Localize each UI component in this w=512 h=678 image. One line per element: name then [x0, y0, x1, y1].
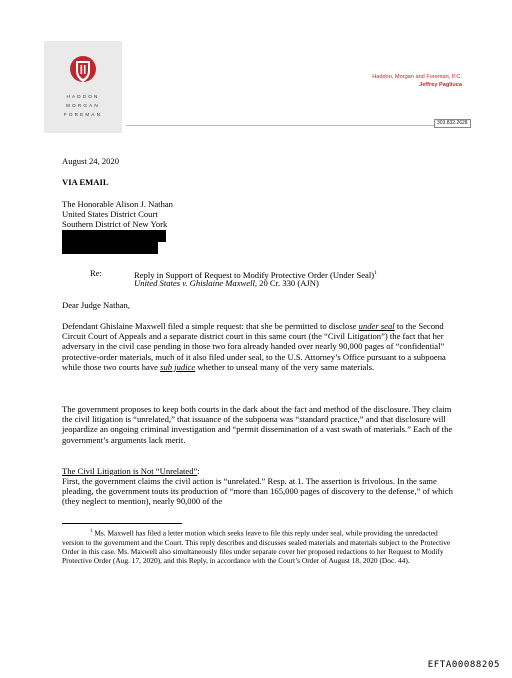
firm-name: Haddon, Morgan and Foreman, P.C.: [372, 74, 462, 80]
bates-number: EFTA00088205: [427, 660, 500, 670]
letterhead-rule: [126, 125, 435, 126]
shield-logo-icon: [68, 54, 98, 88]
logo-name-line-1: HADDON: [66, 94, 100, 99]
firm-contact: [372, 73, 462, 89]
delivery-method: VIA EMAIL: [62, 177, 109, 187]
paragraph-1: [62, 321, 458, 372]
redaction-block: [62, 230, 166, 242]
paragraph-2: The government proposes to keep both courts in the dark about the fact and method of the disclosure. They claim the civil litigation is “unrelated,” that issuance of the subpoena was “standard practice,” and that disclosure will jeopardize an ongoing criminal investigation and “permit dissemination of a vast swath of materials.” Each of the government’s arguments lack merit.: [62, 404, 453, 445]
salutation: Dear Judge Nathan,: [62, 300, 131, 310]
p1-text-c: to the Second Circuit Court of Appeals and a separate district court in this same court (the “Civil Litigation”) the fact that her adversary in the civil case pending in those two fora already handed over nearly 90,000 pages of “confidential” protective-order materials, much of it also filed under seal, to the U.S. Attorney’s Office pursuant to a subpoena while those two courts have: [62, 321, 446, 372]
phone-number: 303.832.2628: [434, 119, 471, 128]
p1-emphasis-sub-judice: sub judice: [160, 361, 196, 372]
section-heading: [62, 466, 462, 476]
logo-name-line-2: MORGAN: [66, 103, 100, 108]
letter-date: August 24, 2020: [62, 156, 120, 166]
p1-text-e: whether to unseal many of the very same materials.: [195, 361, 375, 372]
redaction-block: [62, 242, 158, 254]
re-footnote-mark: 1: [374, 270, 377, 276]
footnote-rule: [62, 523, 182, 524]
section-heading-colon: :: [197, 466, 200, 476]
footnote-1: [62, 527, 454, 565]
p1-emphasis-under-seal: under seal: [358, 321, 395, 331]
case-name: United States v. Ghislaine Maxwell: [134, 278, 255, 288]
addressee-line-3: Southern District of New York: [62, 219, 168, 229]
section-heading-text: The Civil Litigation is Not “Unrelated”: [62, 466, 198, 476]
case-number: , 20 Cr. 330 (AJN): [254, 278, 319, 288]
footnote-text: Ms. Maxwell has filed a letter motion which seeks leave to file this reply under seal, while providing the unredacted version to the government and the Court. This reply describes and discusses sealed materials and materials subject to the Protective Order in this case. Ms. Maxwell also simultaneously files under separate cover her proposed redactions to her Request to Modify Protective Order (Aug. 17, 2020), and this Reply, in accordance with the Court’s Order of August 18, 2020 (Doc. 44).: [62, 528, 451, 566]
footnote-mark: 1: [90, 529, 93, 534]
logo-name-line-3: FOREMAN: [63, 112, 103, 117]
paragraph-3: First, the government claims the civil action is “unrelated.” Resp. at 1. The assertion is frivolous. In the same pleading, the government touts its production of “more than 165,000 pages of discovery to the defense,” of which (they neglect to mention), nearly 90,000 of the: [62, 476, 453, 507]
re-case: [134, 278, 474, 288]
p1-text-a: Defendant Ghislaine Maxwell filed a simple request: that she be permitted to disclose: [62, 321, 359, 331]
re-label: Re:: [90, 268, 102, 278]
addressee-line-2: United States District Court: [62, 209, 158, 219]
firm-logo: [44, 41, 122, 133]
re-line-1: Reply in Support of Request to Modify Protective Order (Under Seal): [134, 269, 375, 280]
addressee-line-1: The Honorable Alison J. Nathan: [62, 199, 173, 209]
attorney-name: Jeffrey Pagliuca: [419, 82, 462, 88]
